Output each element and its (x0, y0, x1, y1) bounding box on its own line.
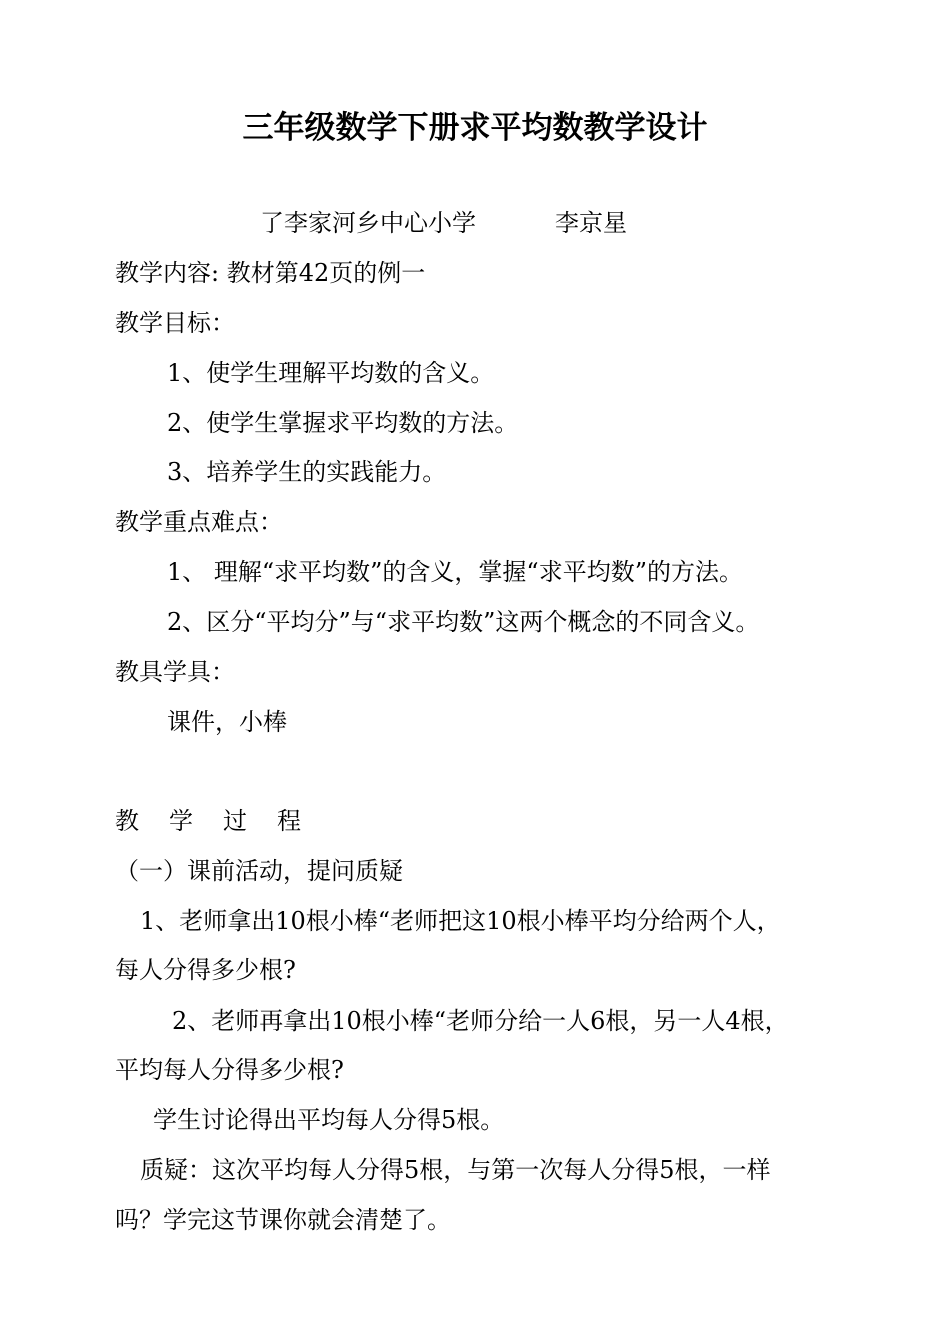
paragraph-line: 平均每人分得多少根? (115, 1056, 344, 1084)
teaching-content-text: 教材第42页的例一 (219, 259, 426, 287)
section-heading: （一）课前活动，提问质疑 (115, 857, 403, 885)
objective-item: 1、使学生理解平均数的含义。 (167, 359, 495, 387)
process-heading: 教学过程 (115, 807, 331, 835)
author-name: 李京星 (555, 209, 627, 237)
paragraph-line: 吗？学完这节课你就会清楚了。 (115, 1206, 451, 1234)
document-title: 三年级数学下册求平均数教学设计 (242, 110, 708, 146)
paragraph-line: 2、老师再拿出10根小棒“老师分给一人6根，另一人4根， (172, 1007, 789, 1035)
teaching-content-label: 教学内容: (115, 259, 220, 287)
paragraph-line: 1、老师拿出10根小棒“老师把这10根小棒平均分给两个人， (140, 907, 781, 935)
paragraph-line: 质疑：这次平均每人分得5根，与第一次每人分得5根，一样 (140, 1156, 771, 1184)
objective-item: 3、培养学生的实践能力。 (167, 458, 447, 486)
tools-text: 课件，小棒 (167, 708, 287, 736)
paragraph-line: 学生讨论得出平均每人分得5根。 (153, 1106, 505, 1134)
key-point-item: 2、区分“平均分”与“求平均数”这两个概念的不同含义。 (167, 608, 760, 636)
key-point-item: 1、 理解“求平均数”的含义，掌握“求平均数”的方法。 (167, 558, 743, 586)
objectives-heading: 教学目标： (115, 309, 235, 337)
key-points-heading: 教学重点难点： (115, 508, 283, 536)
tools-heading: 教具学具： (115, 658, 235, 686)
objective-item: 2、使学生掌握求平均数的方法。 (167, 409, 519, 437)
paragraph-line: 每人分得多少根? (115, 956, 296, 984)
school-name: 了李家河乡中心小学 (260, 209, 476, 237)
teaching-content (115, 258, 425, 288)
